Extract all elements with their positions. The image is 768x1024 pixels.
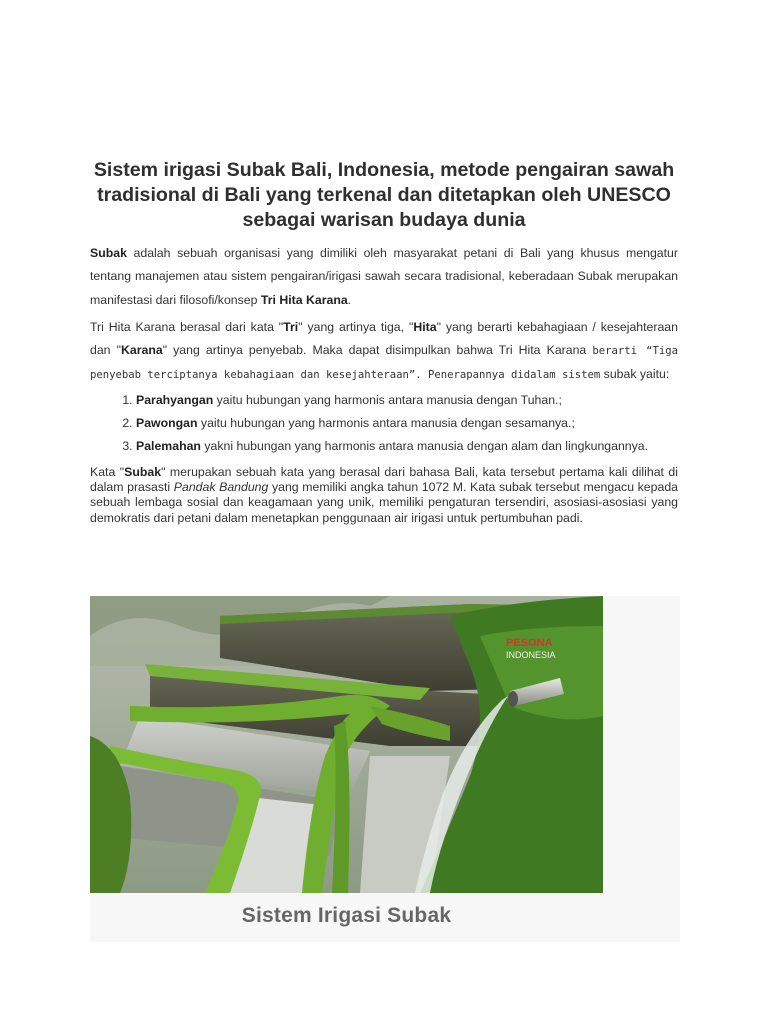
term-hita: Hita <box>413 319 437 334</box>
para2-text-3: " yang berarti kebahagiaan / kesejahteraan dan " <box>90 319 678 358</box>
para1-text: adalah sebuah organisasi yang dimiliki oleh masyarakat petani di Bali yang khusus mengatur tentang manajemen atau sistem pengairan/irigasi sawah secara tradisional, keberadaan Subak merupakan manifestasi dari filosofi/konsep <box>90 246 678 307</box>
watermark-pesona: PESONA <box>506 637 553 649</box>
list-item <box>136 389 678 412</box>
list-item <box>136 412 678 435</box>
rice-terrace-illustration <box>90 596 603 893</box>
paragraph-tri-hita-karana <box>90 316 678 388</box>
figure-caption: Sistem Irigasi Subak <box>241 904 452 927</box>
term-tri-hita-karana: Tri Hita Karana <box>260 292 348 307</box>
list-term: Parahyangan <box>136 392 214 407</box>
figure <box>90 596 680 942</box>
paragraph-subak-origin <box>90 465 678 527</box>
article-title: Sistem irigasi Subak Bali, Indonesia, metode pengairan sawah tradisional di Bali yang terkenal dan ditetapkan oleh UNESCO sebagai warisan budaya dunia <box>93 159 675 231</box>
article <box>90 158 678 526</box>
list-term: Pawongan <box>136 416 198 431</box>
list-item <box>136 435 678 458</box>
term-subak-2: Subak <box>124 464 162 479</box>
para2-text-5: subak yaitu: <box>600 367 670 382</box>
rice-terrace-photo <box>90 596 603 893</box>
paragraph-subak-definition <box>90 242 678 312</box>
para2-text-1: Tri Hita Karana berasal dari kata " <box>90 319 284 334</box>
term-tri: Tri <box>283 319 299 334</box>
para3-text-3: yang memiliki angka tahun 1072 M. Kata subak tersebut mengacu kepada sebuah lembaga sosial dan keagamaan yang unik, memiliki pengaturan tersendiri, asosiasi-asosiasi yang demokratis dari petani dalam menetapkan penggunaan air irigasi untuk pertumbuhan padi. <box>90 480 678 525</box>
list-term: Palemahan <box>136 439 201 454</box>
term-pandak-bandung: Pandak Bandung <box>173 480 269 495</box>
list-desc: yaitu hubungan yang harmonis antara manusia dengan Tuhan.; <box>213 392 562 407</box>
watermark-indonesia: INDONESIA <box>506 650 556 660</box>
list-desc: yakni hubungan yang harmonis antara manusia dengan alam dan lingkungannya. <box>200 439 649 454</box>
para2-mono-text: berarti “Tiga penyebab terciptanya kebahagiaan dan kesejahteraan”. Penerapannya didalam sistem <box>90 345 678 382</box>
para2-text-2: " yang artinya tiga, " <box>298 319 414 334</box>
para3-text-1: Kata " <box>90 464 125 479</box>
para3-text-2: " merupakan sebuah kata yang berasal dari bahasa Bali, kata tersebut pertama kali dilihat di dalam prasasti <box>90 464 679 495</box>
list-desc: yaitu hubungan yang harmonis antara manusia dengan sesamanya.; <box>197 416 575 431</box>
term-subak: Subak <box>90 246 127 260</box>
para1-end: . <box>347 292 352 307</box>
principles-list <box>90 389 678 459</box>
term-karana: Karana <box>120 343 163 358</box>
para2-text-4: " yang artinya penyebab. Maka dapat disimpulkan bahwa Tri Hita Karana <box>162 343 593 358</box>
